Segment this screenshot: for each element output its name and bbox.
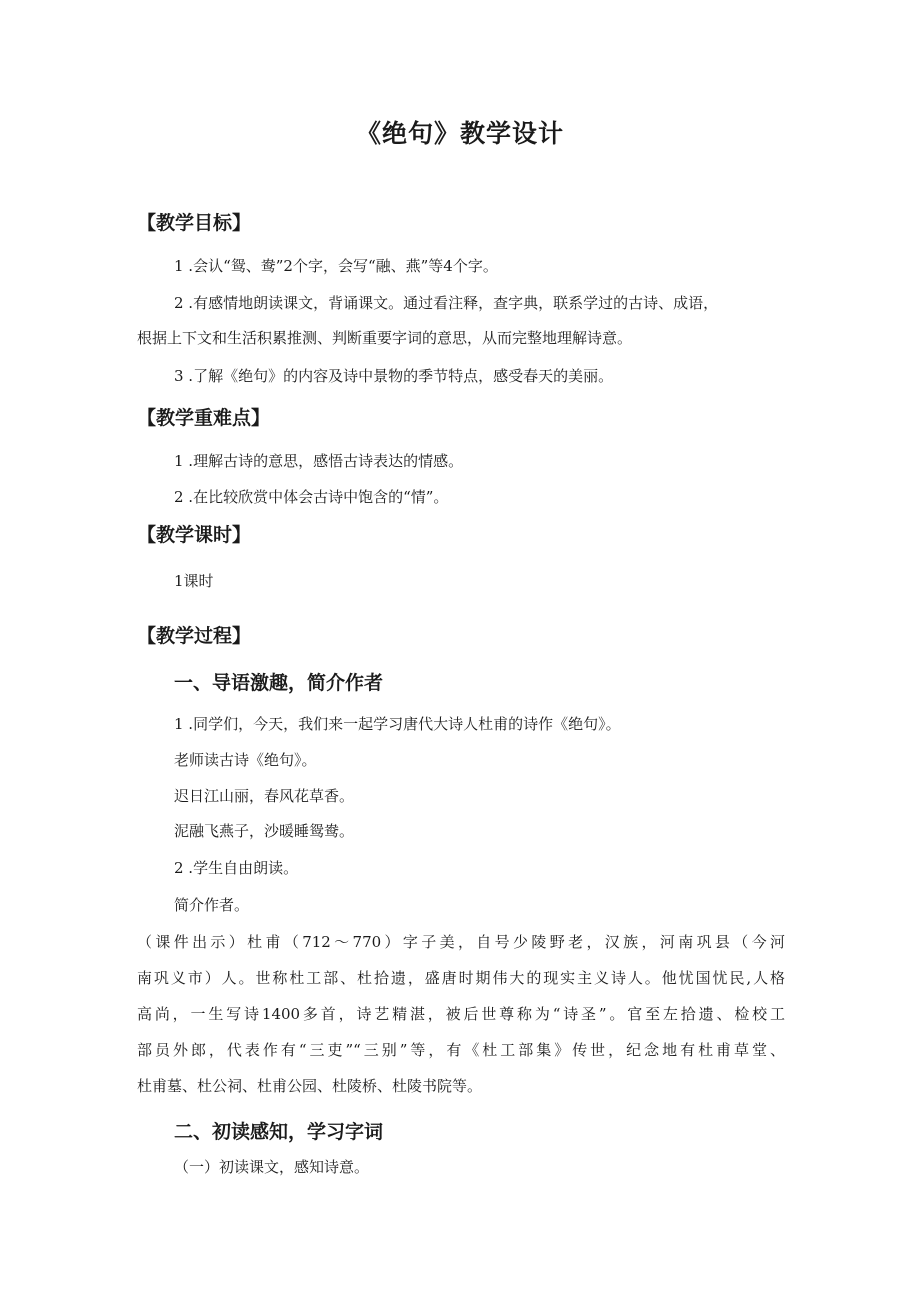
part-2-sub-1: （一）初读课文，感知诗意。 [174, 1158, 370, 1176]
goal-item-1: 1 .会认“鸳、鸯”2个字，会写“融、燕”等4个字。 [174, 257, 498, 275]
part-1-item-1: 1 .同学们，今天，我们来一起学习唐代大诗人杜甫的诗作《绝句》。 [174, 715, 621, 733]
hours-value: 1课时 [174, 572, 214, 590]
goal-item-2-line-2: 根据上下文和生活积累推测、判断重要字词的意思，从而完整地理解诗意。 [137, 329, 633, 347]
poem-line-1: 迟日江山丽，春风花草香。 [174, 787, 355, 805]
author-bio-line-5: 杜甫墓、杜公祠、杜甫公园、杜陵桥、杜陵书院等。 [137, 1077, 483, 1095]
part-1-author-intro: 简介作者。 [174, 896, 250, 914]
part-2-heading: 二、初读感知，学习字词 [174, 1121, 384, 1143]
keypoint-item-1: 1 .理解古诗的意思，感悟古诗表达的情感。 [174, 452, 464, 470]
section-heading-keypoints: 【教学重难点】 [137, 407, 271, 429]
section-heading-goals: 【教学目标】 [137, 212, 252, 234]
keypoint-item-2: 2 .在比较欣赏中体会古诗中饱含的“情”。 [174, 488, 449, 506]
author-bio-line-4: 部员外郎，代表作有“三吏”“三别”等，有《杜工部集》传世，纪念地有杜甫草堂、 [137, 1041, 785, 1059]
author-bio-line-1: （课件出示）杜甫（712～770）字子美，自号少陵野老，汉族，河南巩县（今河 [137, 933, 785, 951]
goal-item-2-line-1: 2 .有感情地朗读课文，背诵课文。通过看注释，查字典，联系学过的古诗、成语， [174, 294, 719, 312]
part-1-item-2: 2 .学生自由朗读。 [174, 859, 299, 877]
section-heading-hours: 【教学课时】 [137, 524, 252, 546]
goal-item-3: 3 .了解《绝句》的内容及诗中景物的季节特点，感受春天的美丽。 [174, 367, 614, 385]
poem-line-2: 泥融飞燕子，沙暖睡鸳鸯。 [174, 822, 355, 840]
page-title: 《绝句》教学设计 [355, 119, 564, 148]
part-1-teacher-reads: 老师读古诗《绝句》。 [174, 751, 317, 769]
author-bio-line-2: 南巩义市）人。世称杜工部、杜拾遗，盛唐时期伟大的现实主义诗人。他忧国忧民,人格 [137, 969, 785, 987]
author-bio-line-3: 高尚，一生写诗1400多首，诗艺精湛，被后世尊称为“诗圣”。官至左拾遗、检校工 [137, 1005, 785, 1023]
part-1-heading: 一、导语激趣，简介作者 [174, 672, 384, 694]
section-heading-process: 【教学过程】 [137, 625, 252, 647]
